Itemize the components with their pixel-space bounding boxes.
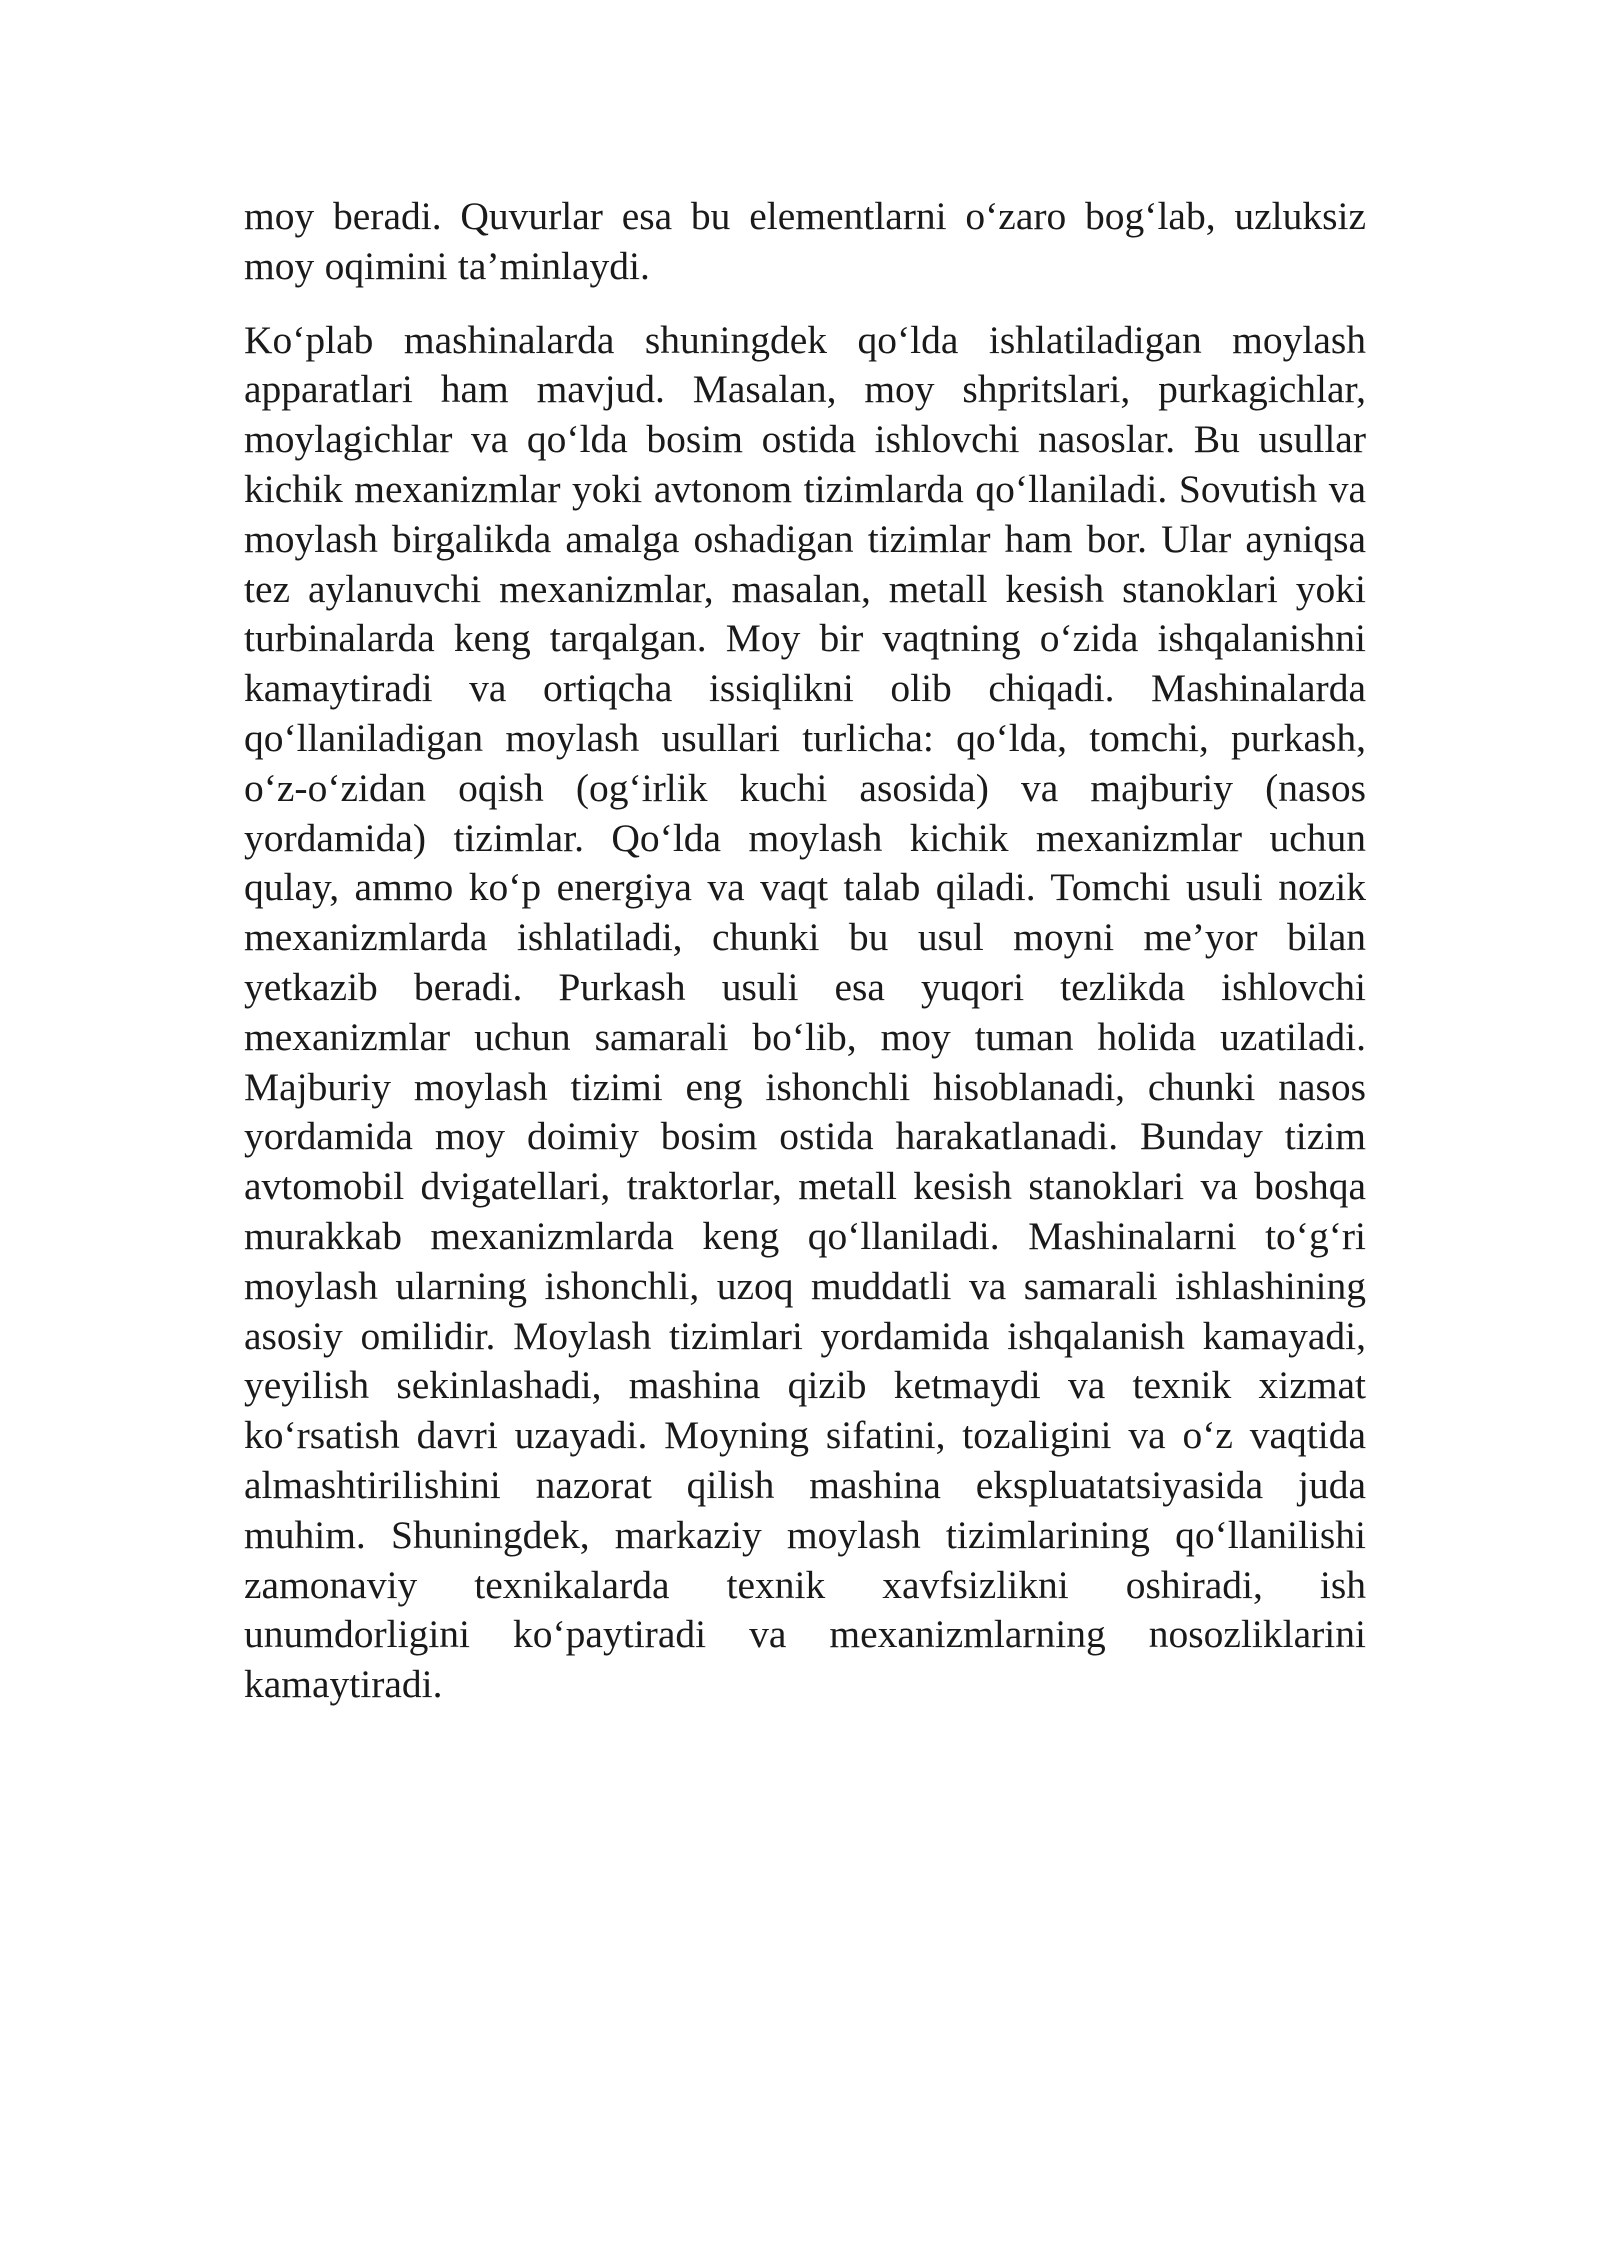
paragraph-lubrication-methods: Ko‘plab mashinalarda shuningdek qo‘lda ishlatiladigan moylash apparatlari ham mavjud. Masalan, moy shpritslari, purkagichlar, moylagichlar va qo‘lda bosim ostida ishlovchi nasoslar. Bu usullar kichik mexanizmlar yoki avtonom tizimlarda qo‘llaniladi. Sovutish va moylash birgalikda amalga oshadigan tizimlar ham bor. Ular ayniqsa tez aylanuvchi mexanizmlar, masalan, metall kesish stanoklari yoki turbinalarda keng tarqalgan. Moy bir vaqtning o‘zida ishqalanishni kamaytiradi va ortiqcha issiqlikni olib chiqadi. Mashinalarda qo‘llaniladigan moylash usullari turlicha: qo‘lda, tomchi, purkash, o‘z-o‘zidan oqish (og‘irlik kuchi asosida) va majburiy (nasos yordamida) tizimlar. Qo‘lda moylash kichik mexanizmlar uchun qulay, ammo ko‘p energiya va vaqt talab qiladi. Tomchi usuli nozik mexanizmlarda ishlatiladi, chunki bu usul moyni me’yor bilan yetkazib beradi. Purkash usuli esa yuqori tezlikda ishlovchi mexanizmlar uchun samarali bo‘lib, moy tuman holida uzatiladi. Majburiy moylash tizimi eng ishonchli hisoblanadi, chunki nasos yordamida moy doimiy bosim ostida harakatlanadi. Bunday tizim avtomobil dvigatellari, traktorlar, metall kesish stanoklari va boshqa murakkab mexanizmlarda keng qo‘llaniladi. Mashinalarni to‘g‘ri moylash ularning ishonchli, uzoq muddatli va samarali ishlashining asosiy omilidir. Moylash tizimlari yordamida ishqalanish kamayadi, yeyilish sekinlashadi, mashina qizib ketmaydi va texnik xizmat ko‘rsatish davri uzayadi. Moyning sifatini, tozaligini va o‘z vaqtida almashtirilishini nazorat qilish mashina ekspluatatsiyasida juda muhim. Shuningdek, markaziy moylash tizimlarining qo‘llanilishi zamonaviy texnikalarda texnik xavfsizlikni oshiradi, ish unumdorligini ko‘paytiradi va mexanizmlarning nosozliklarini kamaytiradi. [244,317,1366,1707]
paragraph-continuation: moy beradi. Quvurlar esa bu elementlarni o‘zaro bog‘lab, uzluksiz moy oqimini ta’minlaydi. [244,194,1366,288]
body-text [244,192,1366,1734]
